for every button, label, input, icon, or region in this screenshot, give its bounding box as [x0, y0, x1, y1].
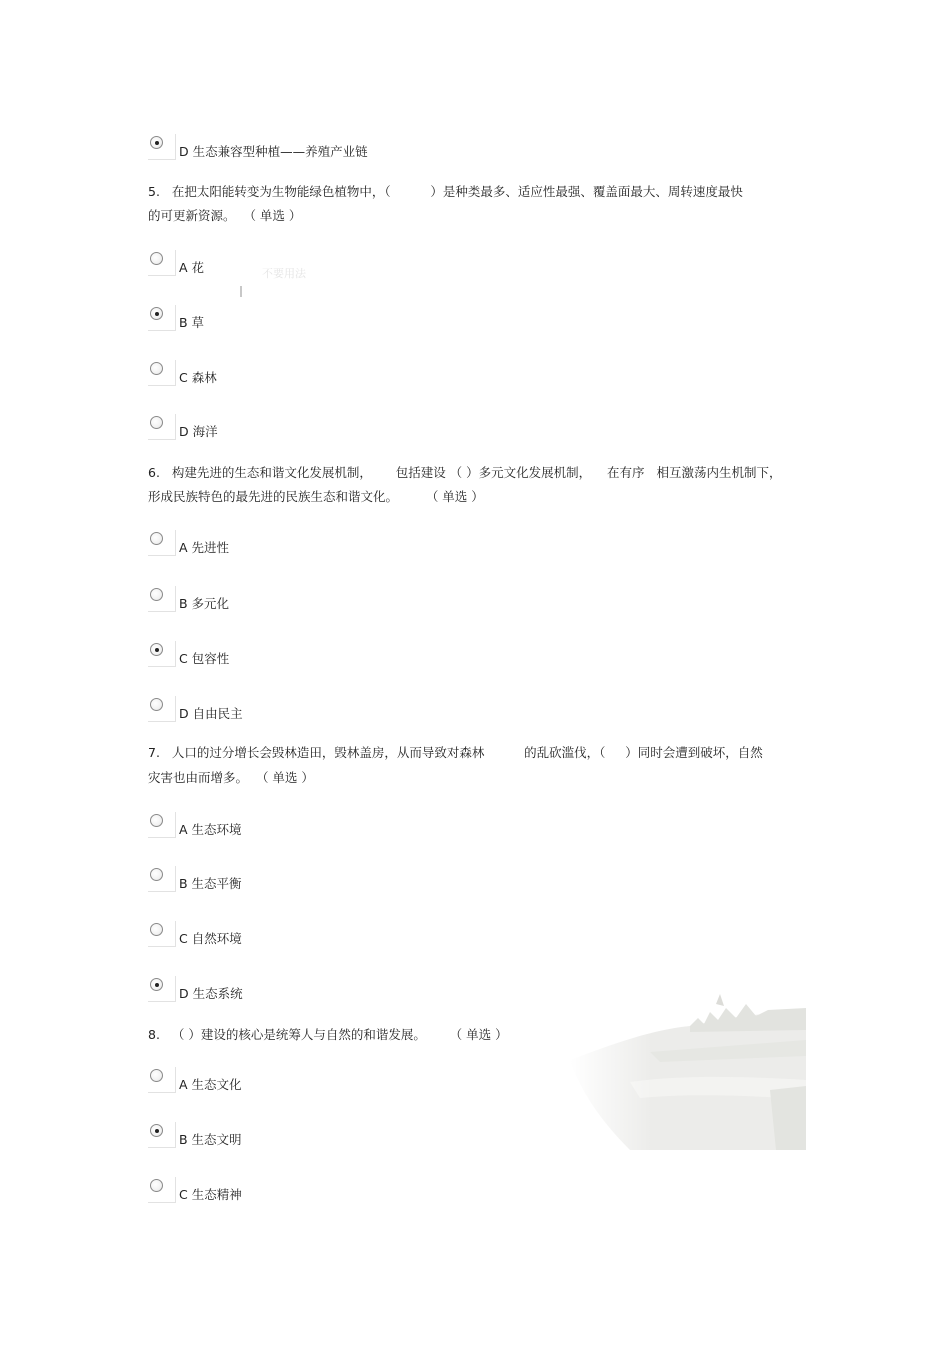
q7-text-line1: 7. 人口的过分增长会毁林造田，毁林盖房，从而导致对森林 的乱砍滥伐，（ ）同时会遭到破坏，自然 [148, 745, 763, 760]
q5-option-d-label: D 海洋 [179, 424, 218, 439]
q7-option-a-label: A 生态环境 [179, 822, 242, 837]
q5-option-b[interactable] [148, 305, 204, 331]
q6-option-d[interactable] [148, 696, 243, 722]
q6-option-b[interactable] [148, 586, 229, 612]
q7-option-a-radio[interactable] [148, 812, 176, 838]
q6-option-b-label: B 多元化 [179, 596, 230, 611]
q8-option-b-radio[interactable] [148, 1122, 176, 1148]
faint-watermark-text: 不要用法 [262, 267, 306, 280]
q8-option-b[interactable] [148, 1122, 242, 1148]
q7-option-d[interactable] [148, 976, 243, 1002]
q5-option-a[interactable] [148, 250, 204, 276]
q7-text-line2: 灾害也由而增多。 （ 单选 ） [148, 770, 314, 785]
q6-option-c-label: C 包容性 [179, 651, 230, 666]
q6-text-line2: 形成民族特色的最先进的民族生态和谐文化。 （ 单选 ） [148, 489, 484, 504]
q5-option-d-radio[interactable] [148, 414, 176, 440]
q8-option-a-label: A 生态文化 [179, 1077, 242, 1092]
q5-option-b-label: B 草 [179, 315, 205, 330]
q7-option-b-radio[interactable] [148, 866, 176, 892]
q7-option-c[interactable] [148, 921, 242, 947]
q6-option-c-radio[interactable] [148, 641, 176, 667]
q8-option-c-label: C 生态精神 [179, 1187, 242, 1202]
q7-option-d-radio[interactable] [148, 976, 176, 1002]
q6-option-a-radio[interactable] [148, 530, 176, 556]
q6-option-d-label: D 自由民主 [179, 706, 243, 721]
q4-option-d[interactable] [148, 134, 368, 160]
q5-option-c[interactable] [148, 360, 217, 386]
q8-option-c[interactable] [148, 1177, 242, 1203]
q5-option-a-label: A 花 [179, 260, 205, 275]
q8-option-a-radio[interactable] [148, 1067, 176, 1093]
q8-option-a[interactable] [148, 1067, 242, 1093]
q6-option-b-radio[interactable] [148, 586, 176, 612]
q6-option-a-label: A 先进性 [179, 540, 230, 555]
q6-option-d-radio[interactable] [148, 696, 176, 722]
q6-option-a[interactable] [148, 530, 229, 556]
q4-option-d-label: D 生态兼容型种植——养殖产业链 [179, 144, 368, 159]
q8-option-c-radio[interactable] [148, 1177, 176, 1203]
q5-option-c-radio[interactable] [148, 360, 176, 386]
q6-text-line1: 6. 构建先进的生态和谐文化发展机制， 包括建设 （ ）多元文化发展机制， 在有序 相互激荡内生机制下， [148, 465, 782, 480]
q8-text-line1: 8. （ ）建设的核心是统筹人与自然的和谐发展。 （ 单选 ） [148, 1027, 508, 1042]
q7-option-b-label: B 生态平衡 [179, 876, 242, 891]
q8-option-b-label: B 生态文明 [179, 1132, 242, 1147]
q5-option-d[interactable] [148, 414, 218, 440]
q5-option-b-radio[interactable] [148, 305, 176, 331]
landscape-watermark-image [570, 990, 806, 1150]
q5-text-line1: 5. 在把太阳能转变为生物能绿色植物中，（ ）是种类最多、适应性最强、覆盖面最大、周转速度最快 [148, 184, 743, 199]
q4-option-d-radio[interactable] [148, 134, 176, 160]
q7-option-d-label: D 生态系统 [179, 986, 243, 1001]
q7-option-c-radio[interactable] [148, 921, 176, 947]
q5-text-line2: 的可更新资源。 （ 单选 ） [148, 208, 302, 223]
q5-option-c-label: C 森林 [179, 370, 217, 385]
q7-option-a[interactable] [148, 812, 242, 838]
q7-option-c-label: C 自然环境 [179, 931, 242, 946]
text-cursor-mark [240, 286, 242, 297]
q7-option-b[interactable] [148, 866, 242, 892]
q5-option-a-radio[interactable] [148, 250, 176, 276]
q6-option-c[interactable] [148, 641, 229, 667]
